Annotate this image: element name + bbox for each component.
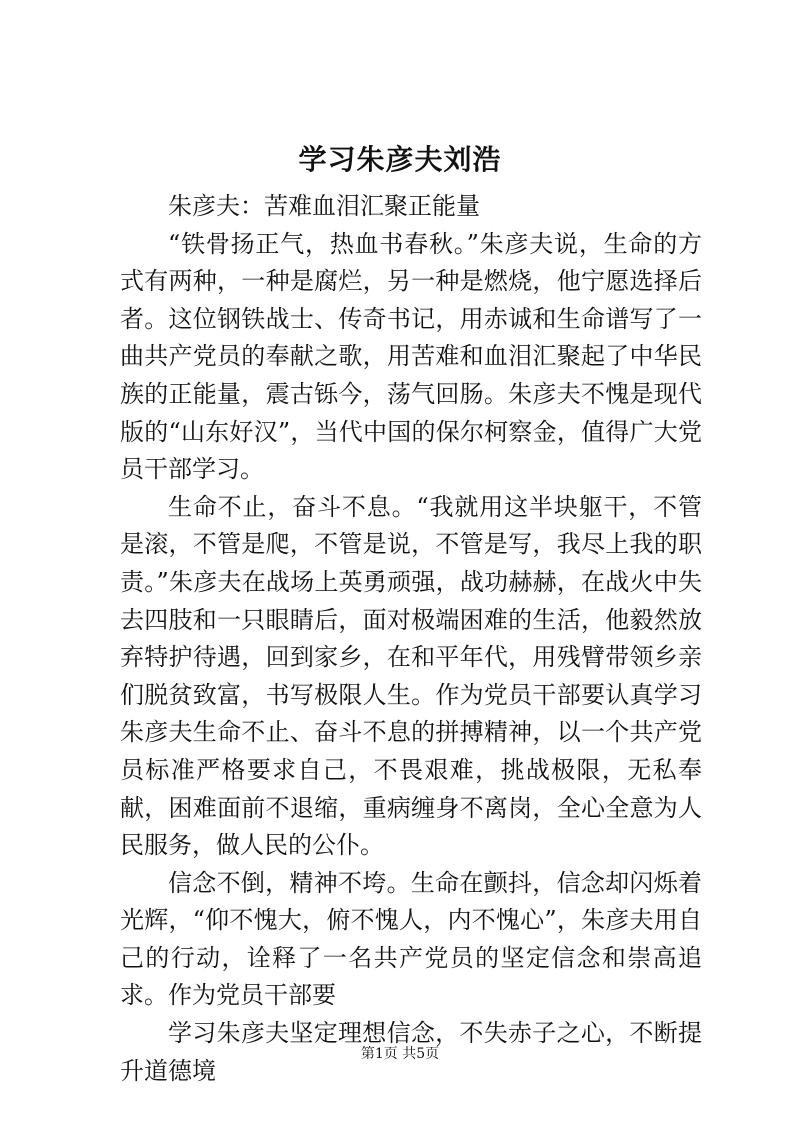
paragraph-belief: 信念不倒，精神不垮。生命在颤抖，信念却闪烁着光辉，“仰不愧大，俯不愧人，内不愧心”，朱彦夫用自己的行动，诠释了一名共产党员的坚定信念和崇高追求。作为党员干部要 <box>120 868 702 1010</box>
paragraph-subtitle: 朱彦夫：苦难血泪汇聚正能量 <box>168 192 480 220</box>
document-title: 学习朱彦夫刘浩 <box>298 143 502 176</box>
paragraph-intro: “铁骨扬正气，热血书春秋。”朱彦夫说，生命的方式有两种，一种是腐烂，另一种是燃烧，他宁愿选择后者。这位钢铁战士、传奇书记，用赤诚和生命谱写了一曲共产党员的奉献之歌，用苦难和血泪汇聚起了中华民族的正能量，震古铄今，荡气回肠。朱彦夫不愧是现代版的“山东好汉”，当代中国的保尔柯察金，值得广大党员干部学习。 <box>120 229 702 484</box>
document-body <box>120 188 702 1090</box>
page-footer: 第1页 共5页 <box>360 1046 440 1062</box>
paragraph-struggle: 生命不止，奋斗不息。“我就用这半块躯干，不管是滚，不管是爬，不管是说，不管是写，我尽上我的职责。”朱彦夫在战场上英勇顽强，战功赫赫，在战火中失去四肢和一只眼睛后，面对极端困难的生活，他毅然放弃特护待遇，回到家乡，在和平年代，用残臂带领乡亲们脱贫致富，书写极限人生。作为党员干部要认真学习朱彦夫生命不止、奋斗不息的拼搏精神，以一个共产党员标准严格要求自己，不畏艰难，挑战极限，无私奉献，困难面前不退缩，重病缠身不离岗，全心全意为人民服务，做人民的公仆。 <box>120 492 702 860</box>
paragraph-ideals: 学习朱彦夫坚定理想信念，不失赤子之心，不断提升道德境 <box>120 1019 702 1085</box>
